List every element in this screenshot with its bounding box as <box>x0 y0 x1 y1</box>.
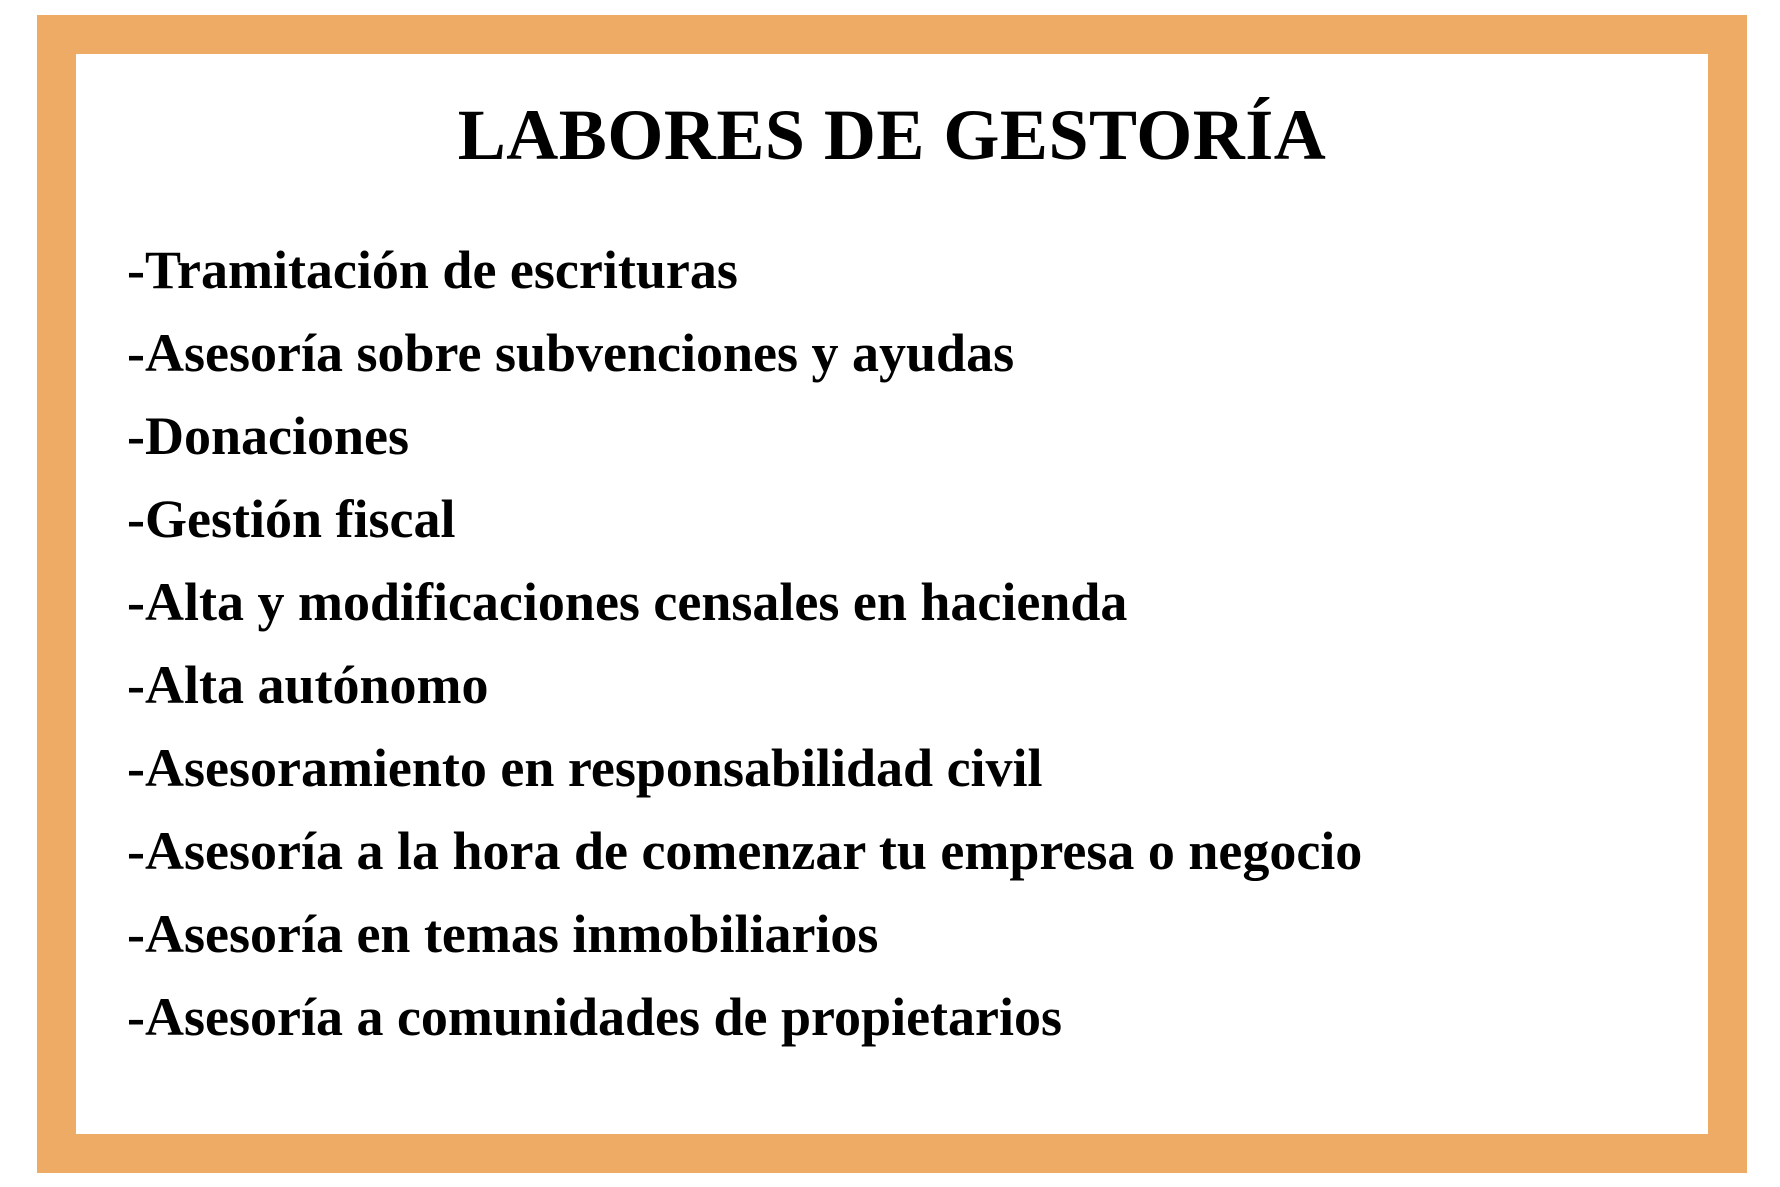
bordered-panel <box>37 15 1747 1173</box>
list-item: -Alta autónomo <box>127 655 489 715</box>
list-item: -Asesoría a comunidades de propietarios <box>127 987 1063 1047</box>
panel-title: LABORES DE GESTORÍA <box>457 95 1327 175</box>
list-item: -Asesoría en temas inmobiliarios <box>127 904 879 964</box>
list-item: -Asesoría a la hora de comenzar tu empresa o negocio <box>127 821 1363 881</box>
list-item: -Tramitación de escrituras <box>127 240 738 300</box>
list-item: -Asesoramiento en responsabilidad civil <box>127 738 1043 798</box>
services-list <box>127 229 1362 1059</box>
list-item: -Alta y modificaciones censales en hacienda <box>127 572 1128 632</box>
list-item: -Gestión fiscal <box>127 489 456 549</box>
list-item: -Asesoría sobre subvenciones y ayudas <box>127 323 1015 383</box>
list-item: -Donaciones <box>127 406 409 466</box>
